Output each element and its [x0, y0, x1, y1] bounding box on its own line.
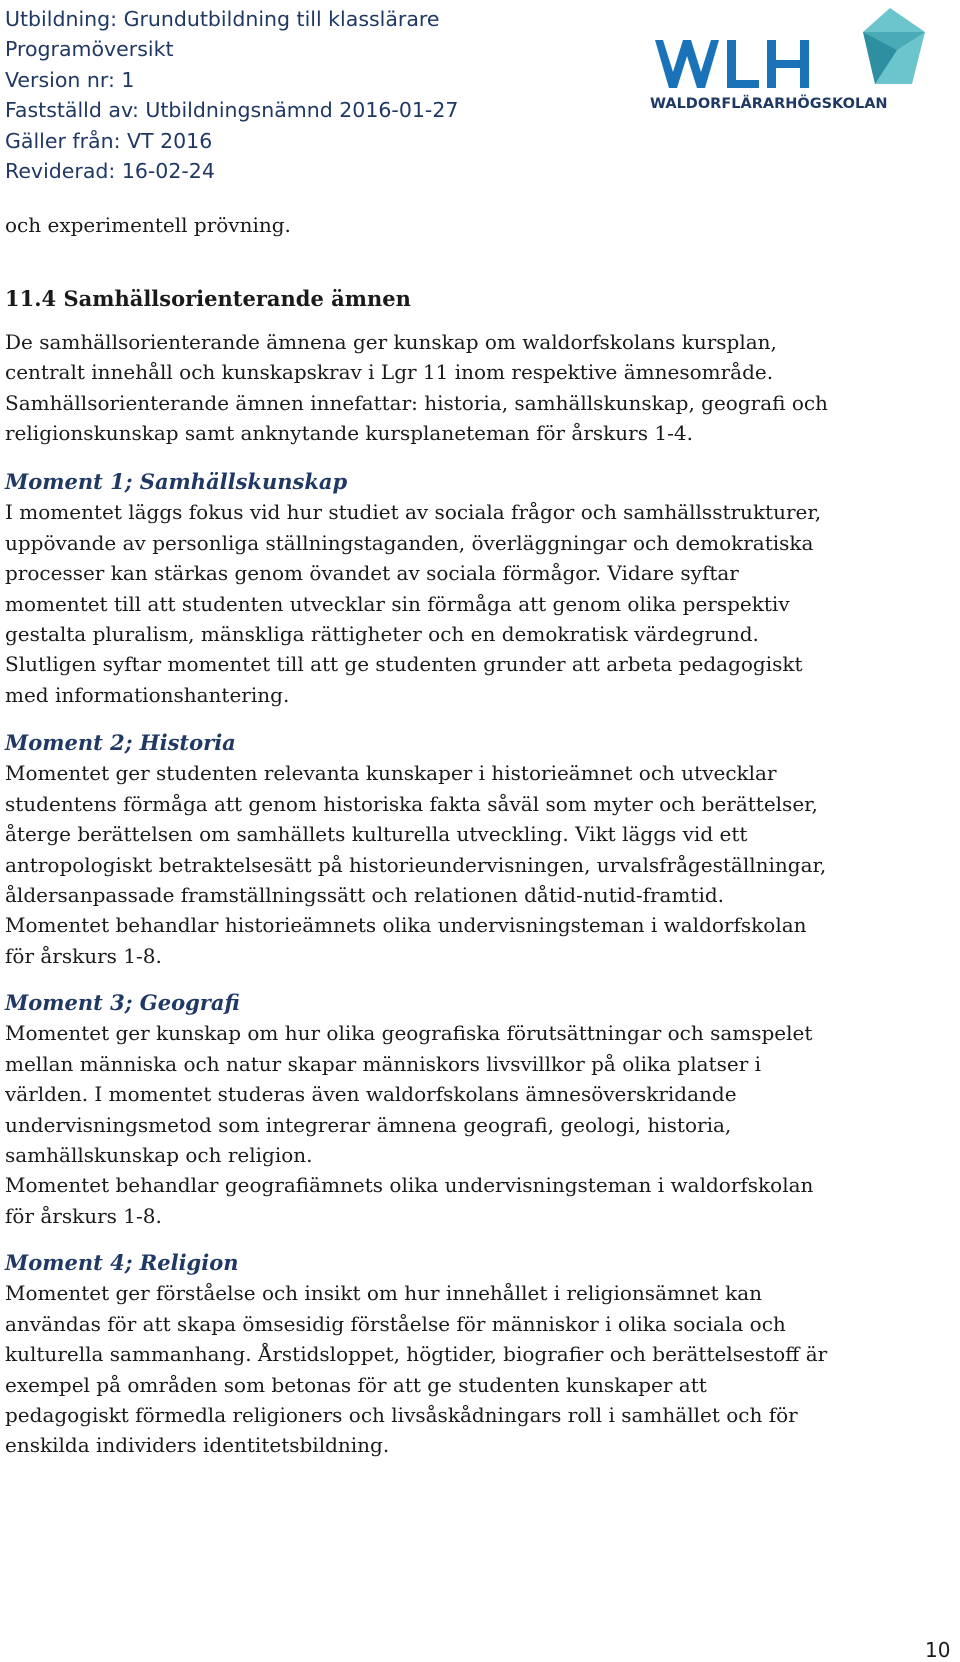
section-intro: [5, 327, 925, 449]
intro-line: De samhällsorienterande ämnena ger kunskap om waldorfskolans kursplan,: [5, 330, 777, 354]
document-header: [5, 4, 458, 186]
moment-line: mellan människa och natur skapar människors livsvillkor på olika platser i: [5, 1051, 762, 1076]
carryover-text: och experimentell prövning.: [5, 213, 291, 237]
moment-title: Moment 3; Geografi: [5, 990, 240, 1015]
header-overview: Programöversikt: [5, 37, 174, 62]
moment-line: gestalta pluralism, mänskliga rättigheter och en demokratisk värdegrund.: [5, 622, 759, 647]
header-program: Utbildning: Grundutbildning till klasslärare: [5, 7, 440, 31]
moment-line: antropologiskt betraktelsesätt på historieundervisningen, urvalsfrågeställningar,: [5, 852, 827, 877]
moment-line: återge berättelsen om samhällets kulturella utveckling. Vikt läggs vid ett: [5, 822, 748, 847]
moment-line: Momentet ger kunskap om hur olika geografiska förutsättningar och samspelet: [5, 1021, 813, 1046]
moment-line: undervisningsmetod som integrerar ämnena geografi, geologi, historia,: [5, 1112, 732, 1137]
moment-line: processer kan stärkas genom övandet av sociala förmågor. Vidare syftar: [5, 561, 739, 586]
logo-letter-w: [655, 40, 719, 88]
logo-subtitle: WALDORFLÄRARHÖGSKOLAN: [650, 96, 888, 112]
moment-line: för årskurs 1-8.: [5, 943, 162, 968]
section-title: 11.4 Samhällsorienterande ämnen: [5, 286, 411, 311]
moment-2: [5, 728, 925, 971]
moment-line: momentet till att studenten utvecklar sin förmåga att genom olika perspektiv: [5, 591, 790, 616]
moment-line: exempel på områden som betonas för att ge studenten kunskaper att: [5, 1372, 707, 1397]
logo-letter-l: [727, 40, 759, 88]
moment-line: världen. I momentet studeras även waldorfskolans ämnesöverskridande: [5, 1082, 737, 1107]
moment-line: användas för att skapa ömsesidig förståelse för människor i olika sociala och: [5, 1311, 786, 1336]
section-11-4: [5, 284, 925, 314]
moment-3: [5, 988, 925, 1231]
header-approved-by: Fastställd av: Utbildningsnämnd 2016-01-27: [5, 98, 459, 123]
moment-line: kulturella sammanhang. Årstidsloppet, högtider, biografier och berättelsestoff är: [5, 1342, 828, 1367]
moment-line: för årskurs 1-8.: [5, 1203, 162, 1228]
moment-title: Moment 1; Samhällskunskap: [5, 469, 348, 494]
moment-title: Moment 4; Religion: [5, 1250, 239, 1275]
moment-line: I momentet läggs fokus vid hur studiet av sociala frågor och samhällsstrukturer,: [5, 500, 822, 525]
header-revised: Reviderad: 16-02-24: [5, 159, 215, 184]
moment-line: Momentet ger förståelse och insikt om hur innehållet i religionsämnet kan: [5, 1281, 762, 1306]
intro-line: centralt innehåll och kunskapskrav i Lgr 11 inom respektive ämnesområde.: [5, 360, 774, 385]
moment-line: uppövande av personliga ställningstaganden, överläggningar och demokratiska: [5, 530, 814, 555]
moment-line: studentens förmåga att genom historiska fakta såväl som myter och berättelser,: [5, 791, 818, 816]
moment-1: [5, 467, 925, 710]
intro-line: religionskunskap samt anknytande kursplaneteman för årskurs 1-4.: [5, 421, 693, 446]
wlh-logo: [650, 4, 945, 114]
moment-line: samhällskunskap och religion.: [5, 1143, 313, 1168]
moment-title: Moment 2; Historia: [5, 730, 236, 755]
moment-line: enskilda individers identitetsbildning.: [5, 1433, 390, 1458]
page-number: 10: [925, 1638, 951, 1662]
intro-line: Samhällsorienterande ämnen innefattar: historia, samhällskunskap, geografi och: [5, 390, 828, 415]
moment-line: åldersanpassade framställningssätt och relationen dåtid-nutid-framtid.: [5, 883, 725, 908]
moment-line: Momentet behandlar geografiämnets olika undervisningsteman i waldorfskolan: [5, 1173, 814, 1198]
moment-line: Slutligen syftar momentet till att ge studenten grunder att arbeta pedagogiskt: [5, 652, 803, 677]
header-valid-from: Gäller från: VT 2016: [5, 128, 213, 153]
moment-line: Momentet behandlar historieämnets olika undervisningsteman i waldorfskolan: [5, 913, 807, 938]
logo-letter-h: [767, 40, 809, 88]
moment-line: Momentet ger studenten relevanta kunskaper i historieämnet och utvecklar: [5, 761, 777, 786]
moment-4: [5, 1248, 925, 1461]
moment-line: pedagogiskt förmedla religioners och livsåskådningars roll i samhället och för: [5, 1403, 798, 1428]
header-version: Version nr: 1: [5, 67, 135, 92]
moment-line: med informationshantering.: [5, 682, 290, 707]
